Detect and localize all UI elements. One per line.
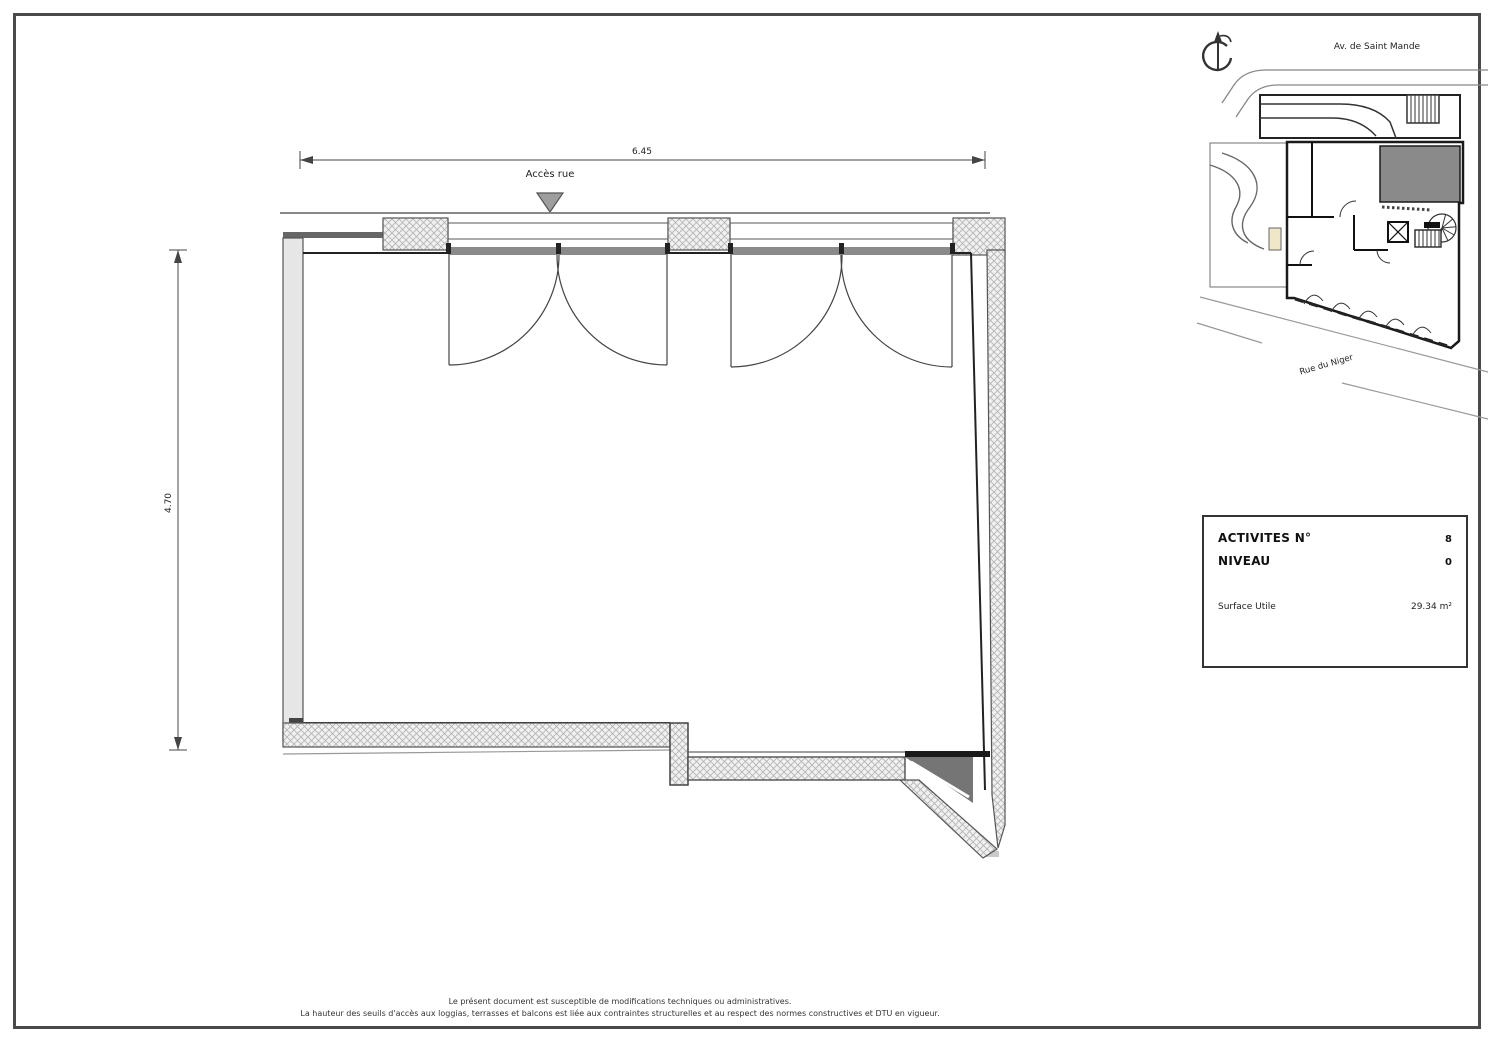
double-door-left xyxy=(449,255,667,365)
surface-label: Surface Utile xyxy=(1218,602,1276,612)
floor-plan xyxy=(140,135,1020,875)
right-wall xyxy=(987,250,1005,848)
bottom-wall-step xyxy=(670,723,688,785)
left-wall xyxy=(283,238,303,740)
interior-right-line xyxy=(971,253,985,790)
annex-building xyxy=(1260,95,1460,138)
elevator xyxy=(1388,222,1408,242)
entrance-arrow-icon xyxy=(537,193,563,212)
dimension-left xyxy=(164,250,187,750)
bottom-wall-lower xyxy=(688,757,905,780)
location-map xyxy=(1192,25,1488,425)
north-arrow-icon xyxy=(1203,31,1231,70)
bottom-step-line xyxy=(283,750,670,754)
level-value: 0 xyxy=(1445,557,1452,568)
street-top-label: Av. de Saint Mande xyxy=(1333,42,1421,52)
footer-line-1: Le présent document est susceptible de modifications techniques ou administratives. xyxy=(448,997,792,1006)
stair-lower xyxy=(1415,230,1441,247)
street-bottom-label: Rue du Niger xyxy=(1298,352,1355,378)
level-label: NIVEAU xyxy=(1218,554,1271,568)
stair-label-box xyxy=(1424,222,1440,228)
dimension-top-label: 6.45 xyxy=(631,147,653,157)
beige-feature xyxy=(1269,228,1281,250)
main-building xyxy=(1287,142,1463,348)
activities-value: 8 xyxy=(1445,534,1452,545)
highlighted-unit xyxy=(1380,146,1460,202)
neighbor-parcel xyxy=(1210,143,1287,287)
double-door-right xyxy=(731,255,952,367)
bottom-wall-left xyxy=(283,723,670,747)
dimension-left-label: 4.70 xyxy=(164,492,174,514)
dimension-top xyxy=(300,147,985,169)
footer-line-2: La hauteur des seuils d'accès aux loggias, terrasses et balcons est liée aux contraintes structurelles et au respect des normes constructives et DTU en vigueur. xyxy=(300,1009,940,1018)
ramp-edge-band xyxy=(905,751,990,757)
footer-notes xyxy=(100,996,1140,1020)
recess-band xyxy=(283,232,383,238)
activities-label: ACTIVITES N° xyxy=(1218,531,1312,545)
entrance-label: Accès rue xyxy=(525,169,575,180)
title-block xyxy=(1202,515,1468,668)
surface-value: 29.34 m² xyxy=(1410,602,1452,612)
bottom-wall-diagonal xyxy=(900,780,997,858)
